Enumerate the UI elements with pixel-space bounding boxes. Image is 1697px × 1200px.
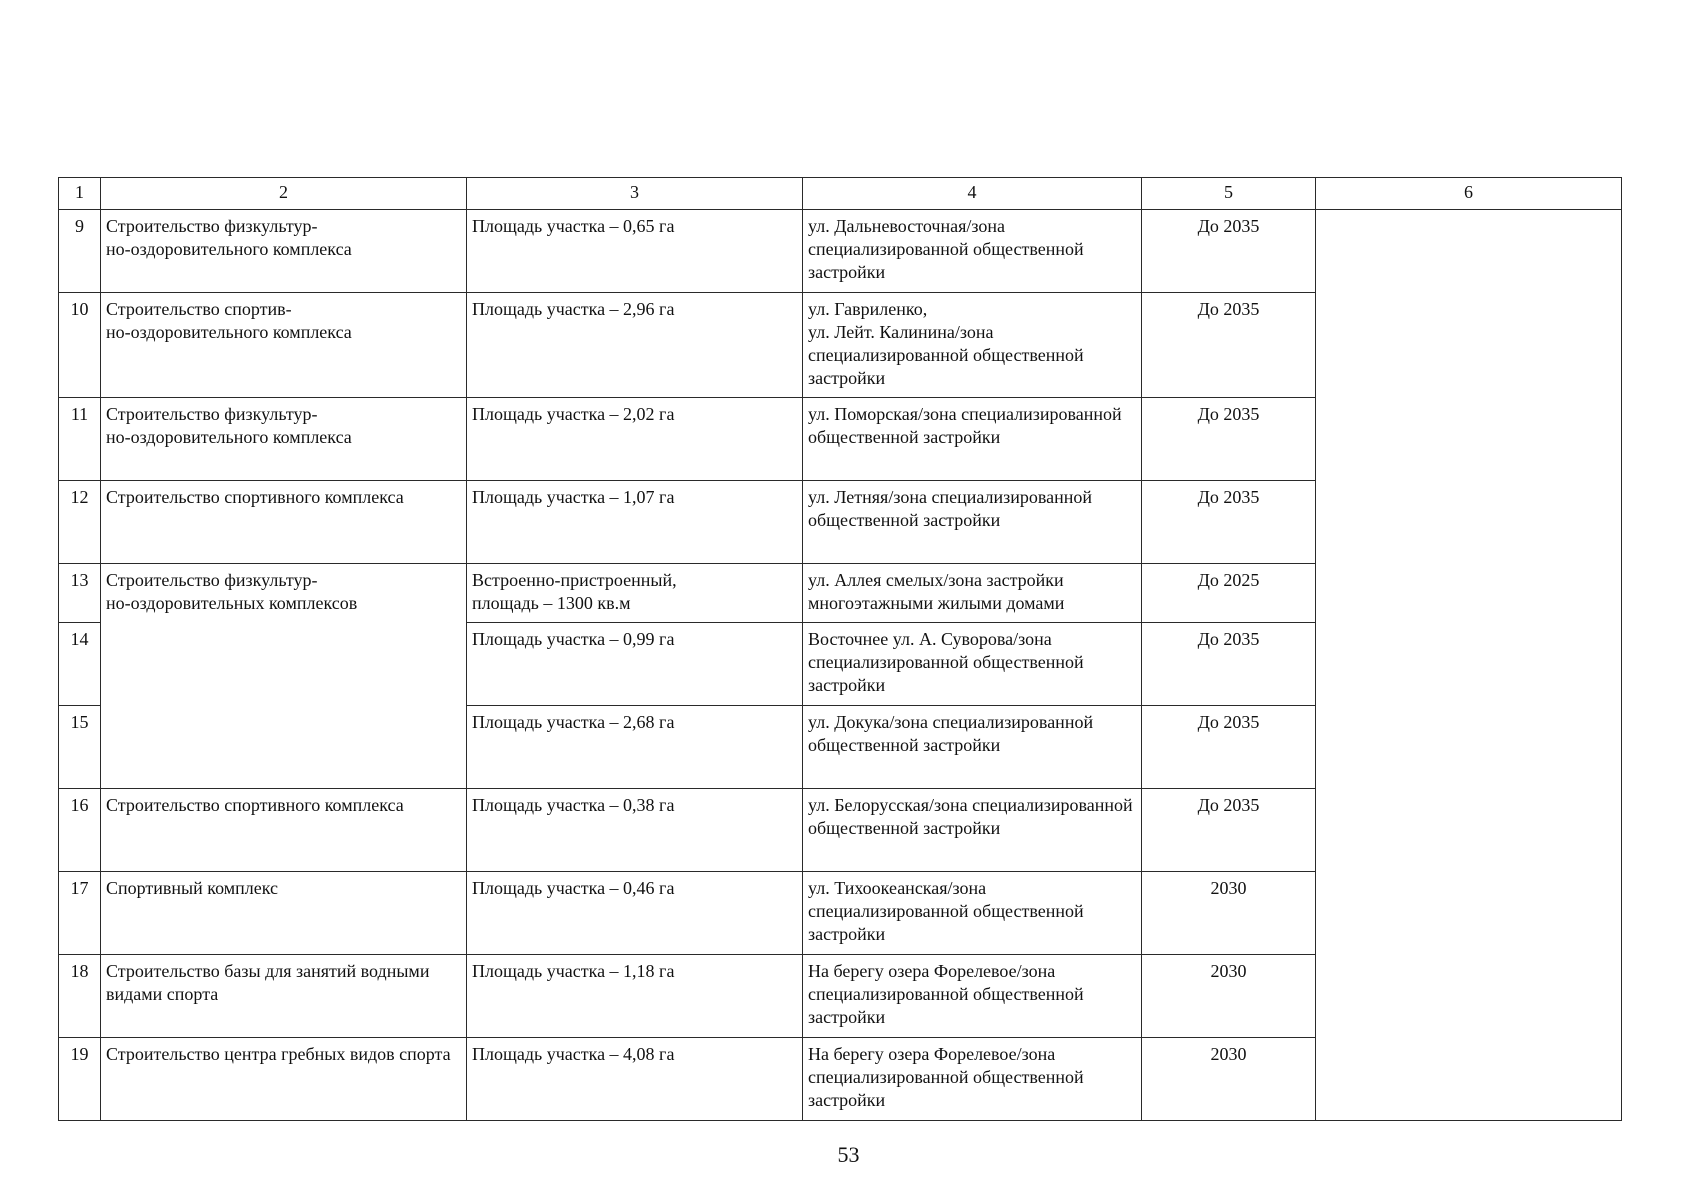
object-name: Спортивный комплекс <box>101 872 467 955</box>
object-parameters: Площадь участка – 2,96 га <box>467 293 803 398</box>
header-col-4: 4 <box>803 178 1142 210</box>
object-parameters: Встроенно-пристроенный, площадь – 1300 кв.м <box>467 564 803 623</box>
row-number: 18 <box>59 955 101 1038</box>
object-term: До 2035 <box>1142 398 1316 481</box>
header-col-5: 5 <box>1142 178 1316 210</box>
object-term: До 2025 <box>1142 564 1316 623</box>
object-parameters: Площадь участка – 0,46 га <box>467 872 803 955</box>
row-number: 19 <box>59 1038 101 1121</box>
object-term: До 2035 <box>1142 481 1316 564</box>
table-row <box>59 210 1622 293</box>
object-location: ул. Аллея смелых/зона застройки многоэтажными жилыми домами <box>803 564 1142 623</box>
header-col-2: 2 <box>101 178 467 210</box>
object-location: На берегу озера Форелевое/зона специализированной общественной застройки <box>803 1038 1142 1121</box>
object-table <box>58 177 1622 1121</box>
object-term: До 2035 <box>1142 293 1316 398</box>
object-parameters: Площадь участка – 1,07 га <box>467 481 803 564</box>
object-term: 2030 <box>1142 1038 1316 1121</box>
header-col-1: 1 <box>59 178 101 210</box>
object-term: До 2035 <box>1142 789 1316 872</box>
object-location: ул. Дальневосточная/зона специализированной общественной застройки <box>803 210 1142 293</box>
object-location: ул. Докука/зона специализированной общественной застройки <box>803 706 1142 789</box>
object-name: Строительство физкультур- но-оздоровительных комплексов <box>101 564 467 789</box>
row-number: 15 <box>59 706 101 789</box>
object-term: До 2035 <box>1142 210 1316 293</box>
object-parameters: Площадь участка – 2,68 га <box>467 706 803 789</box>
object-location: ул. Летняя/зона специализированной общественной застройки <box>803 481 1142 564</box>
header-col-3: 3 <box>467 178 803 210</box>
object-location: ул. Гавриленко, ул. Лейт. Калинина/зона специализированной общественной застройки <box>803 293 1142 398</box>
row-number: 10 <box>59 293 101 398</box>
object-name: Строительство спортивного комплекса <box>101 789 467 872</box>
header-col-6: 6 <box>1316 178 1622 210</box>
object-name: Строительство спортивного комплекса <box>101 481 467 564</box>
row-number: 9 <box>59 210 101 293</box>
row-number: 11 <box>59 398 101 481</box>
object-term: 2030 <box>1142 955 1316 1038</box>
row-number: 16 <box>59 789 101 872</box>
object-location: ул. Белорусская/зона специализированной общественной застройки <box>803 789 1142 872</box>
object-name: Строительство физкультур- но-оздоровительного комплекса <box>101 210 467 293</box>
object-term: 2030 <box>1142 872 1316 955</box>
object-name: Строительство спортив- но-оздоровительного комплекса <box>101 293 467 398</box>
object-parameters: Площадь участка – 4,08 га <box>467 1038 803 1121</box>
object-term: До 2035 <box>1142 623 1316 706</box>
row-number: 13 <box>59 564 101 623</box>
table-header-row <box>59 178 1622 210</box>
object-parameters: Площадь участка – 2,02 га <box>467 398 803 481</box>
object-location: Восточнее ул. А. Суворова/зона специализированной общественной застройки <box>803 623 1142 706</box>
row-number: 12 <box>59 481 101 564</box>
object-name: Строительство базы для занятий водными видами спорта <box>101 955 467 1038</box>
column-6-empty-cell <box>1316 210 1622 1121</box>
row-number: 14 <box>59 623 101 706</box>
object-name: Строительство центра гребных видов спорта <box>101 1038 467 1121</box>
object-location: На берегу озера Форелевое/зона специализированной общественной застройки <box>803 955 1142 1038</box>
object-name: Строительство физкультур- но-оздоровительного комплекса <box>101 398 467 481</box>
object-parameters: Площадь участка – 0,99 га <box>467 623 803 706</box>
row-number: 17 <box>59 872 101 955</box>
page-number: 53 <box>837 1142 860 1167</box>
object-location: ул. Тихоокеанская/зона специализированной общественной застройки <box>803 872 1142 955</box>
object-location: ул. Поморская/зона специализированной общественной застройки <box>803 398 1142 481</box>
object-table-wrapper <box>58 177 1621 1121</box>
object-parameters: Площадь участка – 0,65 га <box>467 210 803 293</box>
object-parameters: Площадь участка – 0,38 га <box>467 789 803 872</box>
object-term: До 2035 <box>1142 706 1316 789</box>
object-parameters: Площадь участка – 1,18 га <box>467 955 803 1038</box>
